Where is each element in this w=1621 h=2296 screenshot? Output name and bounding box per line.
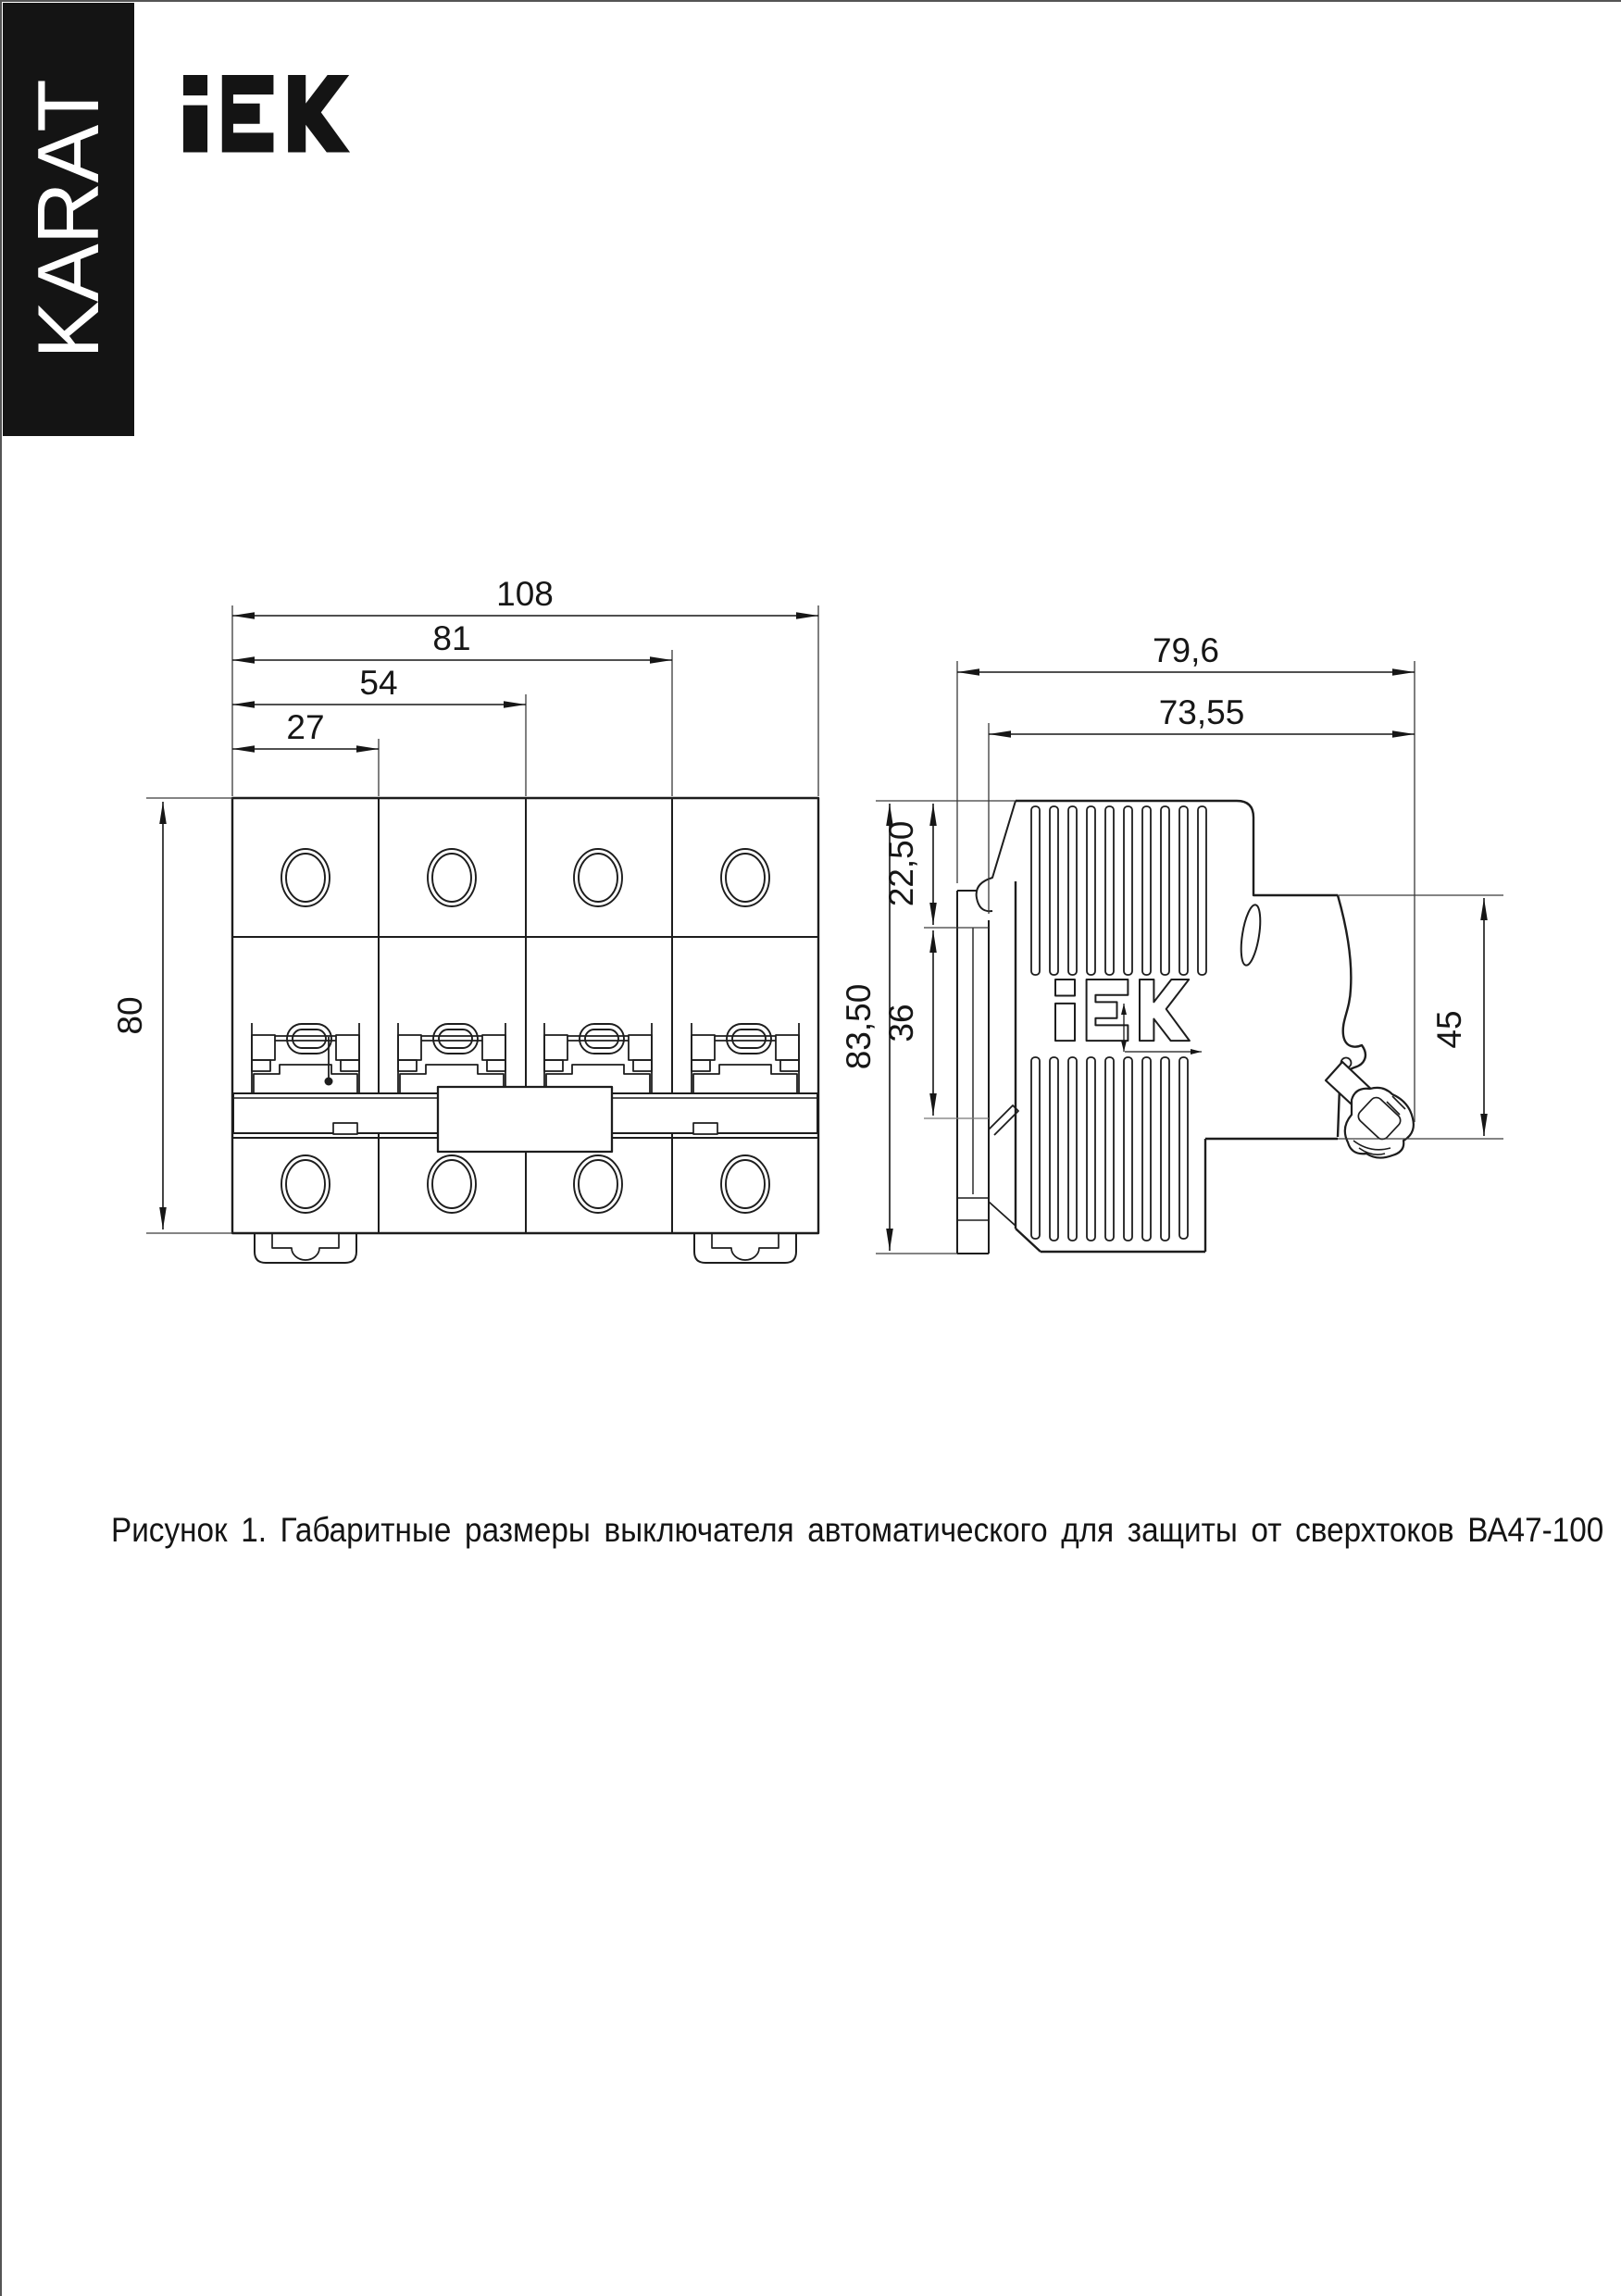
- side-front-slot: [1238, 904, 1264, 967]
- front-width-1p-label: 27: [286, 708, 325, 746]
- side-top-rail-label: 22,50: [882, 820, 920, 907]
- front-din-clips: [255, 1233, 796, 1263]
- side-iek-logo: [1055, 980, 1190, 1041]
- side-din-strip: [957, 801, 1018, 1254]
- iek-logo: [183, 75, 350, 153]
- side-view: [957, 801, 1414, 1254]
- side-total-height-label: 83,50: [840, 983, 878, 1070]
- front-width-2p-label: 54: [359, 664, 398, 702]
- front-total-width-label: 108: [496, 575, 554, 613]
- front-view: [232, 798, 818, 1263]
- front-handle-plate: [438, 1087, 612, 1152]
- side-label-marks: [1124, 1004, 1202, 1052]
- side-view-dimensions: [840, 631, 1503, 1254]
- front-width-3p-label: 81: [432, 619, 471, 657]
- brand-sidebar-label: KARAT: [19, 80, 117, 359]
- front-height-label: 80: [111, 996, 149, 1035]
- side-rail-zone-label: 36: [882, 1004, 920, 1042]
- figure-caption: Рисунок 1. Габаритные размеры выключателя автоматического для защиты от сверхтоков ВА47-100: [111, 1511, 1604, 1549]
- side-vent-slots: [1031, 806, 1206, 1241]
- dimension-drawing: [2, 2, 1621, 2296]
- side-total-depth-label: 79,6: [1152, 631, 1220, 669]
- side-front-height-label: 45: [1430, 1010, 1468, 1049]
- side-body-depth-label: 73,55: [1158, 693, 1245, 731]
